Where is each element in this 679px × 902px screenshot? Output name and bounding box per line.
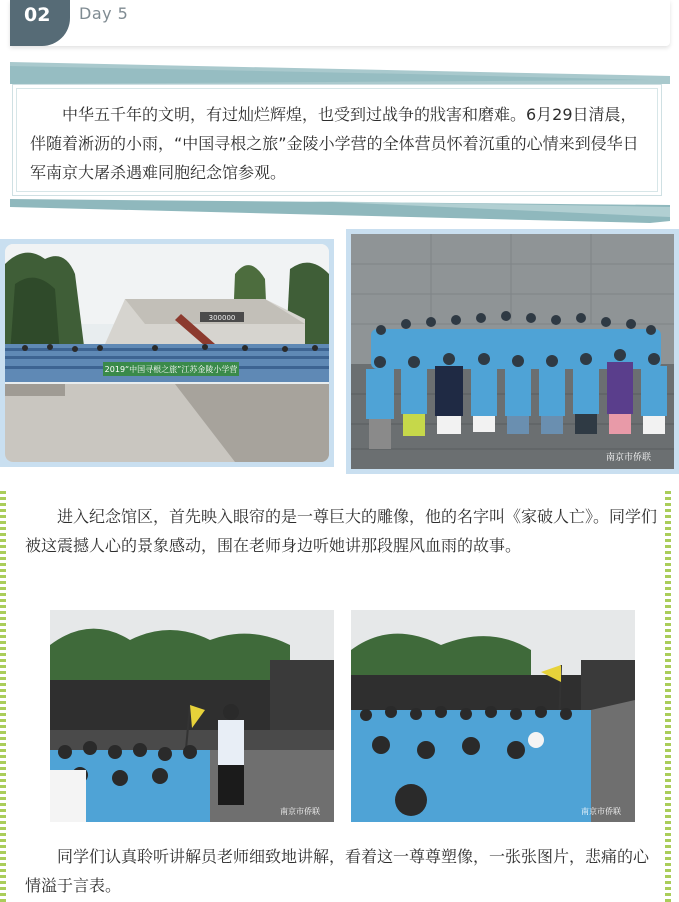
- teal-brush-bottom: [10, 199, 670, 223]
- right-check-border: [665, 491, 671, 902]
- photo2-watermark: 南京市侨联: [605, 453, 651, 463]
- intro-text: 中华五千年的文明，有过灿烂辉煌，也受到过战争的戕害和磨难。6月29日清晨，伴随着淅沥的小雨，“中国寻根之旅”金陵小学营的全体营员怀着沉重的心情来到侵华日军南京大屠杀遇难同胞纪念馆参观。: [30, 105, 639, 182]
- section-number: 02: [10, 0, 70, 46]
- paragraph-statue: 进入纪念馆区，首先映入眼帘的是一尊巨大的雕像，他的名字叫《家破人亡》。同学们被这震撼人心的景象感动，围在老师身边听她讲那段腥风血雨的故事。: [25, 507, 658, 555]
- wall-sign: 300000: [208, 314, 236, 322]
- banner-text: 2019“中国寻根之旅”江苏金陵小学营: [104, 365, 238, 374]
- section-day-label: Day 5: [79, 4, 129, 23]
- photo-stairs-group: [351, 234, 674, 469]
- photo3-watermark: 南京市侨联: [280, 807, 320, 816]
- photo-memorial-group: [5, 244, 329, 462]
- photo4-watermark: 南京市侨联: [581, 807, 621, 816]
- photo-guide-explaining: [50, 610, 334, 822]
- teal-brush-top: [10, 62, 670, 84]
- photo-crowd-listening: [351, 610, 635, 822]
- paragraph-listening: 同学们认真聆听讲解员老师细致地讲解，看着这一尊尊塑像，一张张图片，悲痛的心情溢于言表。: [25, 847, 650, 895]
- left-check-border: [0, 491, 6, 902]
